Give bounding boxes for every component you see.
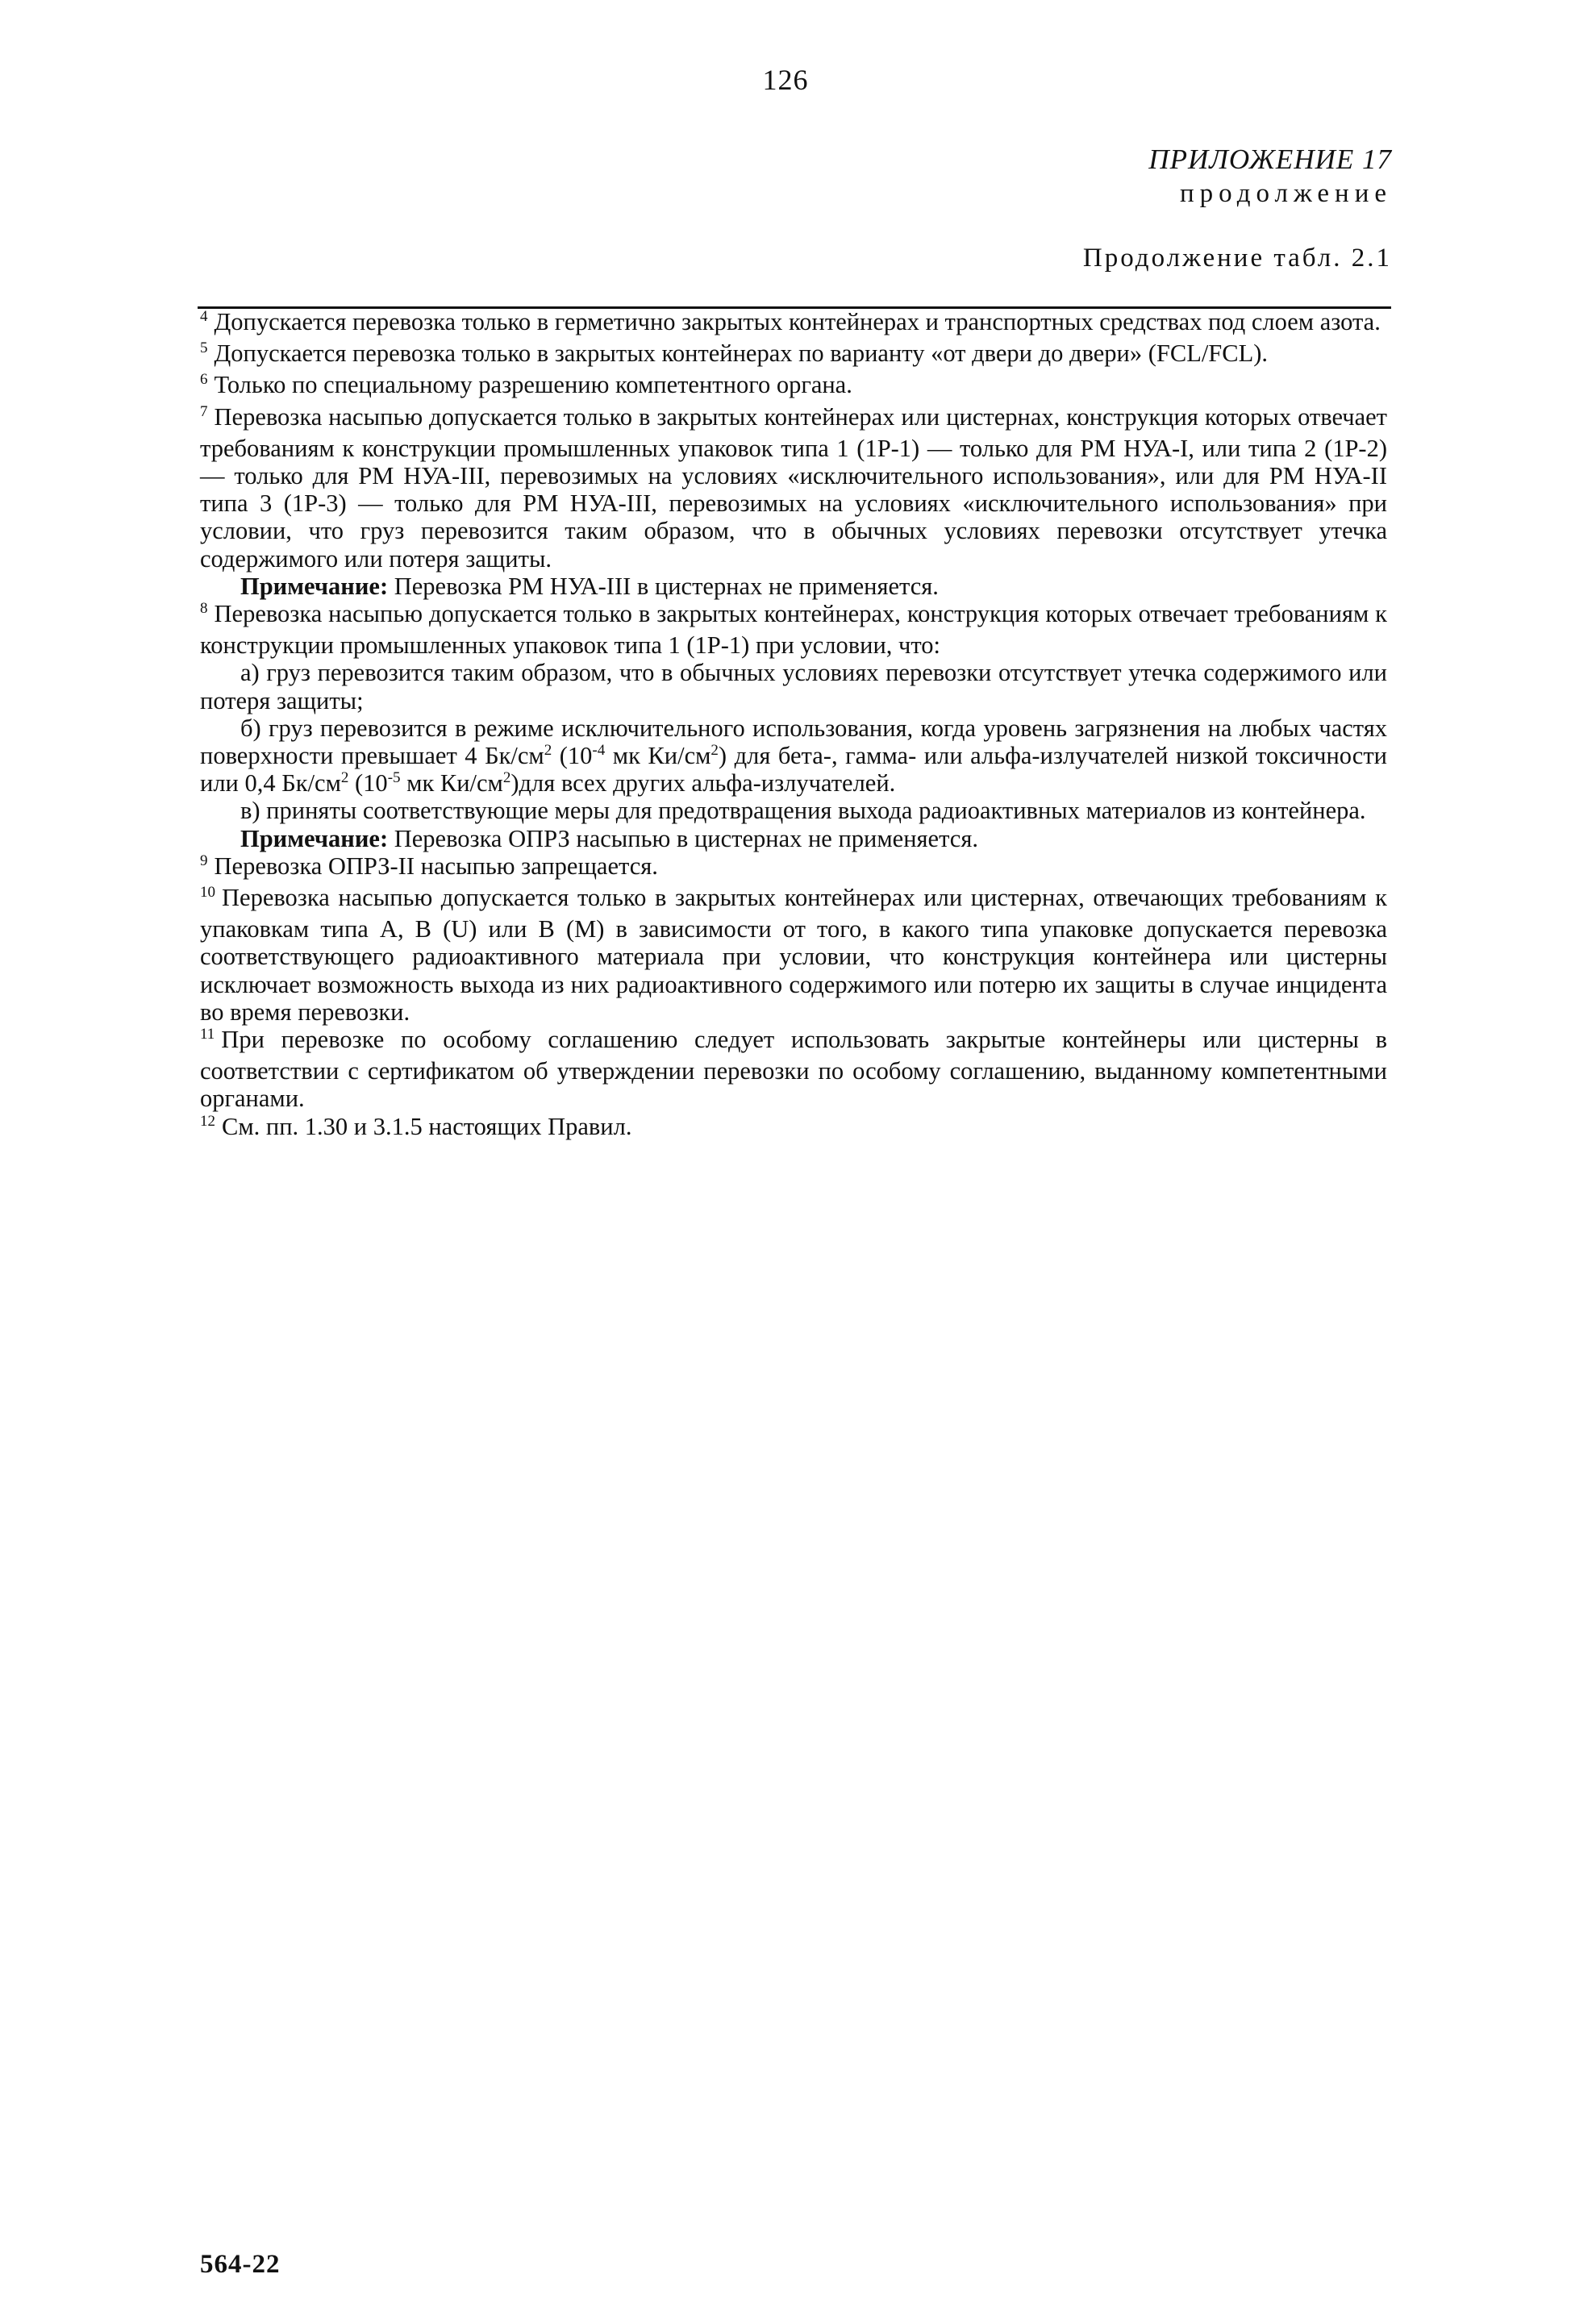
footnote-number: 9 [200, 852, 208, 869]
footnote-text: Перевозка насыпью допускается только в закрытых контейнерах, конструкция которых отвечает требованиям к конструкции промышленных упаковок типа 1 (1Р-1) при условии, что: [200, 600, 1387, 660]
superscript: -5 [387, 769, 401, 787]
footnote-text: Допускается перевозка только в закрытых контейнерах по варианту «от двери до двери» (FCL/FCL). [214, 339, 1269, 368]
footer-code: 564-22 [200, 2250, 281, 2279]
footnote-6 [200, 371, 1387, 402]
footnote-8-item-c: в) приняты соответствующие меры для предотвращения выхода радиоактивных материалов из контейнера. [240, 797, 1366, 825]
footnote-text: При перевозке по особому соглашению следует использовать закрытые контейнеры или цистерны в соответствии с сертификатом об утверждении перевозки по особому соглашению, выданному компетентными органами. [200, 1026, 1387, 1113]
superscript: 2 [710, 741, 719, 759]
footnote-text: См. пп. 1.30 и 3.1.5 настоящих Правил. [222, 1112, 632, 1140]
item-b-text: )для всех других альфа-излучателей. [510, 769, 896, 798]
table-continuation-label: Продолжение табл. 2.1 [1082, 244, 1392, 273]
footnote-7 [200, 403, 1387, 573]
footnote-5 [200, 339, 1387, 371]
item-b-text: (10 [552, 742, 593, 770]
note-label: Примечание: [240, 572, 389, 600]
item-b-text: (10 [348, 769, 388, 798]
footnote-number: 11 [200, 1026, 215, 1043]
item-b-text: б) груз перевозится в режиме исключительного использования, когда уровень загрязнения на любых частях поверхности превышает 4 Бк/см [200, 714, 1387, 770]
item-b-text: ) для бета-, гамма- или альфа-излучателей низкой токсичности или 0,4 Бк/см [200, 742, 1387, 798]
item-b-text: мк Ки/см [400, 769, 503, 798]
footnote-8-item-b [200, 714, 1387, 798]
footnote-9 [200, 852, 1387, 884]
superscript: 2 [502, 769, 511, 787]
footnote-number: 10 [200, 884, 215, 902]
item-b-text: мк Ки/см [605, 742, 711, 770]
footnote-text: Перевозка насыпью допускается только в закрытых контейнерах или цистернах, отвечающих требованиям к упаковкам типа A, B (U) или B (M) в зависимости от того, в какого типа упаковке допускается перевозка соответствующего радиоактивного материала при условии, что конструкция контейнера или цистерны исключает возможность выхода из них радиоактивного содержимого или потерю их защиты в случае инцидента во время перевозки. [200, 884, 1387, 1026]
note-label: Примечание: [240, 824, 389, 852]
footnote-number: 6 [200, 371, 208, 389]
superscript: 2 [340, 769, 349, 787]
footnote-10 [200, 884, 1387, 1026]
footnote-number: 12 [200, 1112, 215, 1130]
footnotes-block [200, 308, 1387, 1144]
footnote-number: 8 [200, 600, 208, 618]
appendix-title: ПРИЛОЖЕНИЕ 17 [1148, 144, 1392, 175]
superscript: 2 [544, 741, 552, 759]
appendix-subtitle: продолжение [1179, 179, 1392, 208]
page-number: 126 [762, 64, 809, 96]
note-1 [200, 573, 1387, 600]
footnote-12 [200, 1113, 1387, 1144]
footnote-text: Только по специальному разрешению компетентного органа. [214, 371, 852, 399]
footnote-text: Допускается перевозка только в герметично закрытых контейнерах и транспортных средствах под слоем азота. [214, 308, 1381, 335]
note-text: Перевозка ОПРЗ насыпью в цистернах не применяется. [388, 824, 978, 852]
note-text: Перевозка РМ НУА-III в цистернах не применяется. [388, 572, 939, 600]
footnote-number: 7 [200, 402, 208, 420]
footnote-8 [200, 600, 1387, 659]
superscript: -4 [592, 741, 606, 759]
footnote-4 [200, 308, 1387, 339]
footnote-text: Перевозка насыпью допускается только в закрытых контейнерах или цистернах, конструкция которых отвечает требованиям к конструкции промышленных упаковок типа 1 (1Р-1) — только для РМ НУА-I, или типа 2 (1Р-2) — только для РМ НУА-III, перевозимых на условиях «исключительного использования», или для РМ НУА-II типа 3 (1Р-3) — только для РМ НУА-III, перевозимых на условиях «исключительного использования» при условии, что груз перевозится таким образом, что в обычных условиях перевозки отсутствует утечка содержимого или потеря защиты. [200, 402, 1387, 573]
footnote-number: 5 [200, 339, 208, 357]
footnote-text: Перевозка ОПРЗ-II насыпью запрещается. [214, 852, 658, 880]
note-2 [200, 825, 1387, 852]
footnote-11 [200, 1026, 1387, 1113]
footnote-8-item-a: а) груз перевозится таким образом, что в обычных условиях перевозки отсутствует утечка содержимого или потеря защиты; [200, 659, 1387, 714]
footnote-number: 4 [200, 308, 208, 325]
